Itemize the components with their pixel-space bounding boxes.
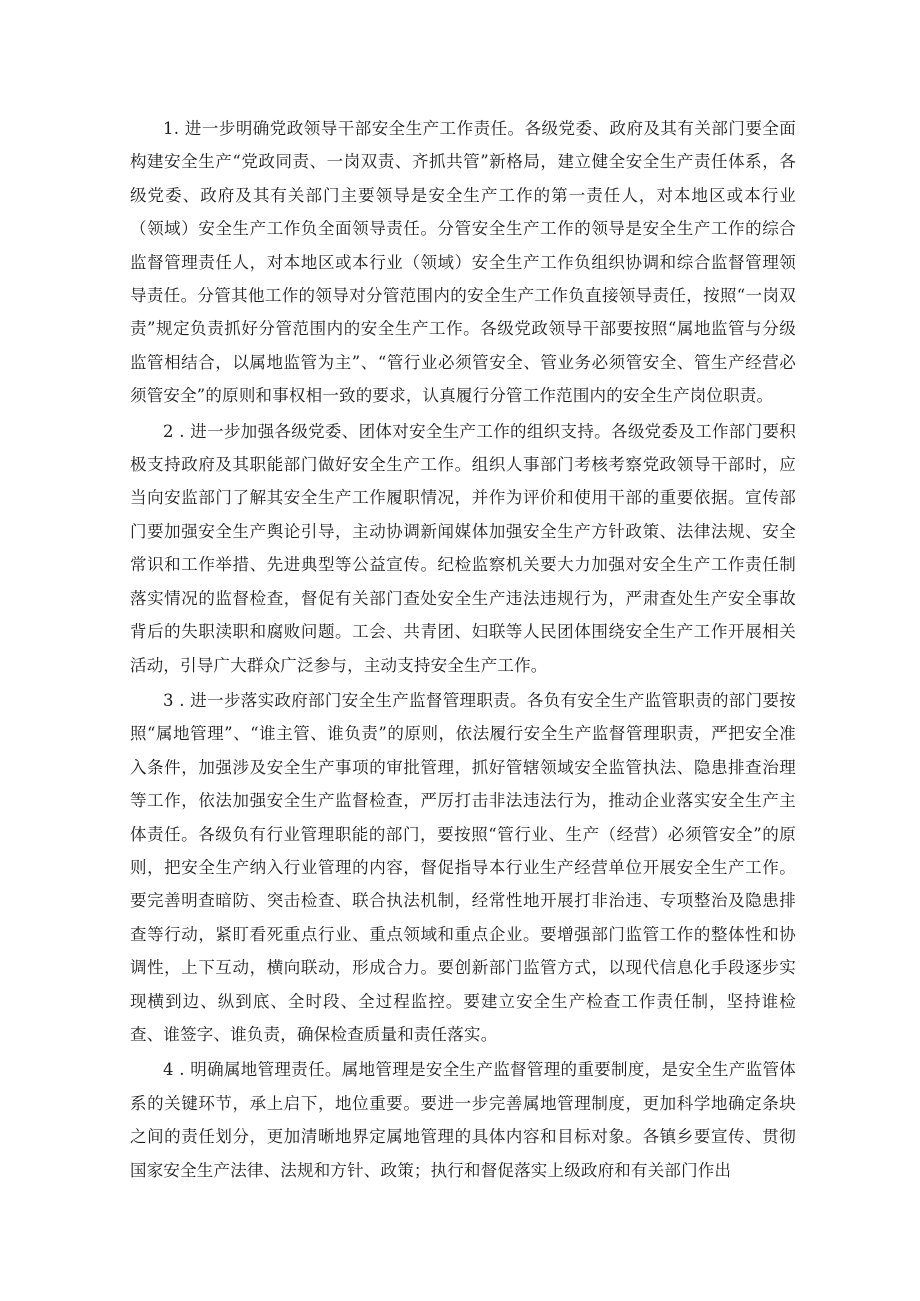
paragraph-1: 1. 进一步明确党政领导干部安全生产工作责任。各级党委、政府及其有关部门要全面构建安全生产“党政同责、一岗双责、齐抓共管”新格局，建立健全安全生产责任体系，各级党委、政府及其有关部门主要领导是安全生产工作的第一责任人，对本地区或本行业（领域）安全生产工作负全面领导责任。分管安全生产工作的领导是安全生产工作的综合监督管理责任人，对本地区或本行业（领域）安全生产工作负组织协调和综合监督管理领导责任。分管其他工作的领导对分管范围内的安全生产工作负直接领导责任，按照“一岗双责”规定负责抓好分管范围内的安全生产工作。各级党政领导干部要按照“属地监管与分级监管相结合，以属地监管为主”、“管行业必须管安全、管业务必须管安全、管生产经营必须管安全”的原则和事权相一致的要求，认真履行分管工作范围内的安全生产岗位职责。 [130, 119, 796, 406]
paragraph-3: 3 . 进一步落实政府部门安全生产监督管理职责。各负有安全生产监管职责的部门要按照“属地管理”、“谁主管、谁负责”的原则，依法履行安全生产监督管理职责，严把安全准入条件，加强涉及安全生产事项的审批管理，抓好管辖领域安全监管执法、隐患排查治理等工作，依法加强安全生产监督检查，严厉打击非法违法行为，推动企业落实安全生产主体责任。各级负有行业管理职能的部门，要按照“管行业、生产（经营）必须管安全”的原则，把安全生产纳入行业管理的内容，督促指导本行业生产经营单位开展安全生产工作。要完善明查暗防、突击检查、联合执法机制，经常性地开展打非治违、专项整治及隐患排查等行动，紧盯看死重点行业、重点领域和重点企业。要增强部门监管工作的整体性和协调性，上下互动，横向联动，形成合力。要创新部门监管方式，以现代信息化手段逐步实现横到边、纵到底、全时段、全过程监控。要建立安全生产检查工作责任制，坚持谁检查、谁签字、谁负责，确保检查质量和责任落实。 [130, 690, 796, 1044]
paragraph-4: 4 . 明确属地管理责任。属地管理是安全生产监督管理的重要制度，是安全生产监管体系的关键环节，承上启下，地位重要。要进一步完善属地管理制度，更加科学地确定条块之间的责任划分，更加清晰地界定属地管理的具体内容和目标对象。各镇乡要宣传、贯彻国家安全生产法律、法规和方针、政策；执行和督促落实上级政府和有关部门作出 [130, 1060, 796, 1180]
paragraph-2: 2 . 进一步加强各级党委、团体对安全生产工作的组织支持。各级党委及工作部门要积极支持政府及其职能部门做好安全生产工作。组织人事部门考核考察党政领导干部时，应当向安监部门了解其安全生产工作履职情况，并作为评价和使用干部的重要依据。宣传部门要加强安全生产舆论引导，主动协调新闻媒体加强安全生产方针政策、法律法规、安全常识和工作举措、先进典型等公益宣传。纪检监察机关要大力加强对安全生产工作责任制落实情况的监督检查，督促有关部门查处安全生产违法违规行为，严肃查处生产安全事故背后的失职渎职和腐败问题。工会、共青团、妇联等人民团体围绕安全生产工作开展相关活动，引导广大群众广泛参与，主动支持安全生产工作。 [130, 421, 796, 675]
document-body [130, 112, 796, 1187]
